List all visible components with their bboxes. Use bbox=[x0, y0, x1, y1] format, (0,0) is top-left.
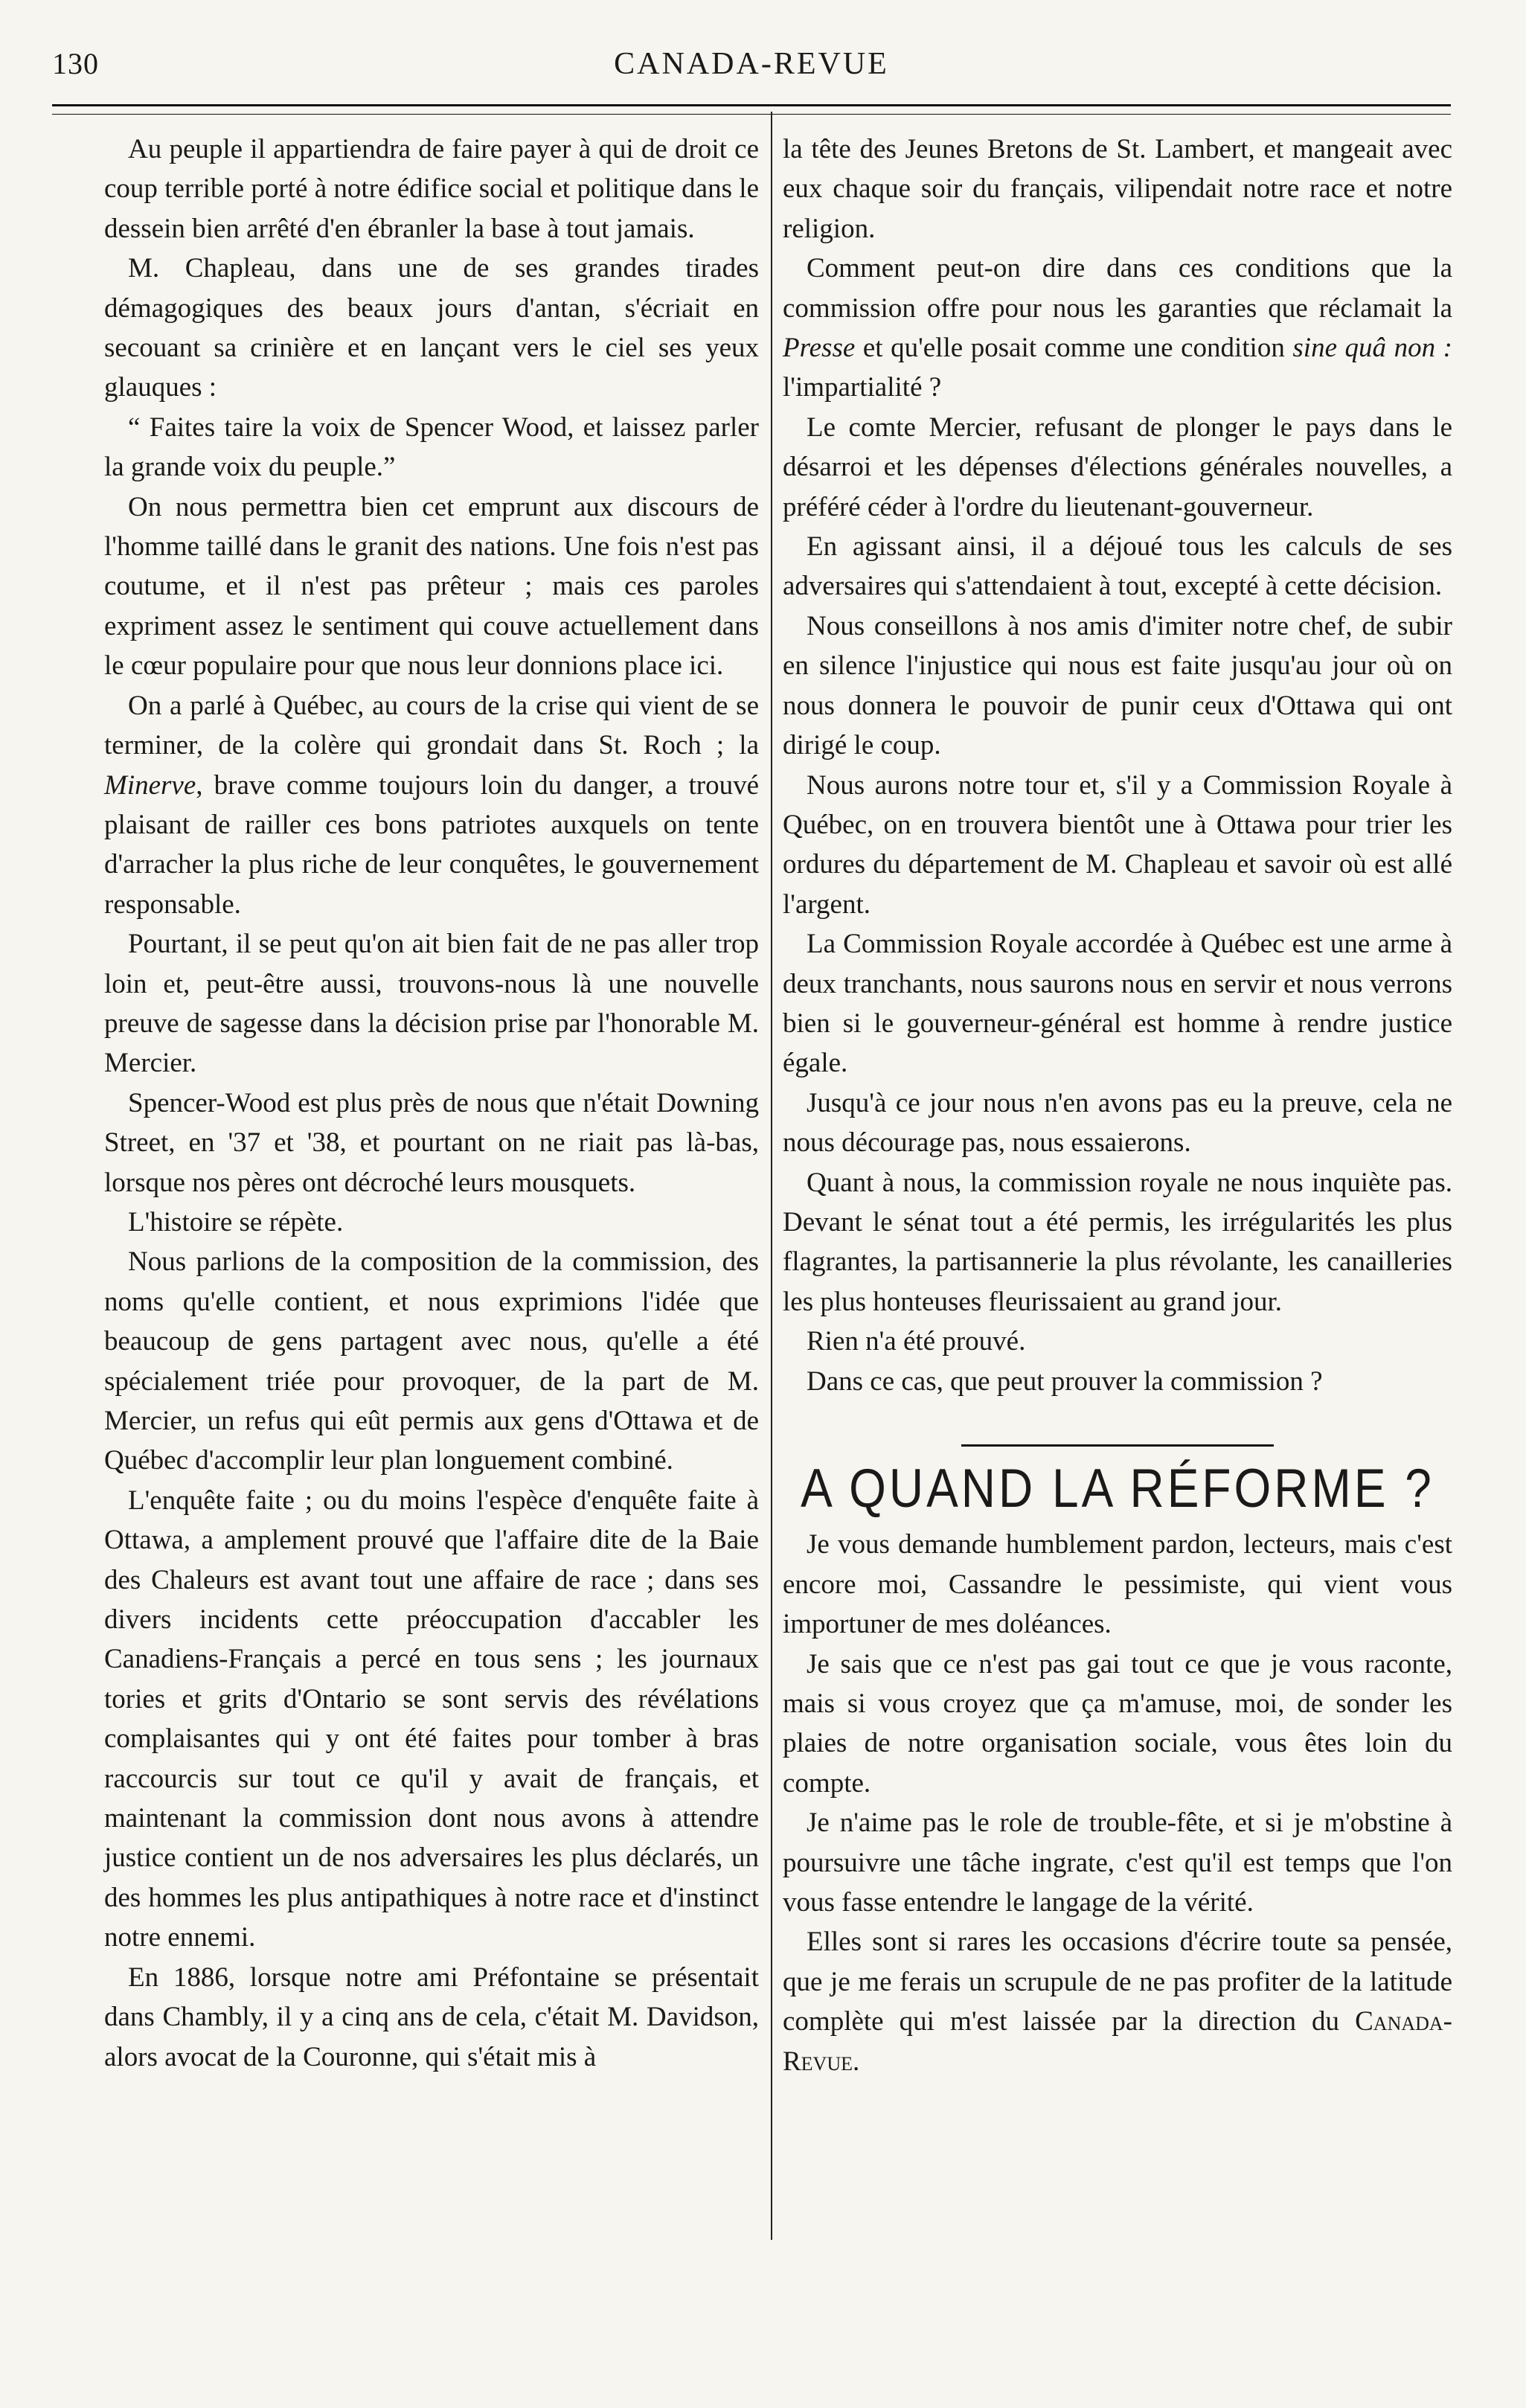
page-header bbox=[52, 46, 1451, 98]
paragraph bbox=[783, 249, 1452, 408]
right-column bbox=[783, 129, 1452, 2081]
paragraph: Nous conseillons à nos amis d'imiter notre chef, de subir en silence l'injustice qui nous est faite jusqu'au jour où on nous donnera le pouvoir de punir ceux d'Ottawa qui ont dirigé le coup. bbox=[783, 610, 1452, 761]
paragraph: Jusqu'à ce jour nous n'en avons pas eu la preuve, cela ne nous décourage pas, nous essaierons. bbox=[783, 1087, 1452, 1159]
column-divider bbox=[771, 112, 772, 2240]
paragraph: La Commission Royale accordée à Québec est une arme à deux tranchants, nous saurons nous en servir et nous verrons bien si le gouverneur-général est homme à rendre justice égale. bbox=[783, 929, 1452, 1079]
left-column bbox=[104, 129, 759, 2077]
paragraph: Je sais que ce n'est pas gai tout ce que je vous raconte, mais si vous croyez que ça m'amuse, moi, de sonder les plaies de notre organisation sociale, vous êtes loin du compte. bbox=[783, 1648, 1452, 1799]
paragraph bbox=[783, 1922, 1452, 2081]
latin-phrase: sine quâ non : bbox=[1292, 333, 1452, 364]
text-run: l'impartialité ? bbox=[783, 372, 942, 403]
text-run: et qu'elle posait comme une condition bbox=[855, 333, 1293, 364]
paragraph: Spencer-Wood est plus près de nous que n'était Downing Street, en '37 et '38, et pourtant on ne riait pas là-bas, lorsque nos pères ont décroché leurs mousquets. bbox=[104, 1087, 759, 1198]
paragraph: la tête des Jeunes Bretons de St. Lambert, et mangeait avec eux chaque soir du français, vilipendait notre race et notre religion. bbox=[783, 134, 1452, 244]
paragraph: M. Chapleau, dans une de ses grandes tirades démagogiques des beaux jours d'antan, s'écriait en secouant sa crinière et en lançant vers le ciel ses yeux glauques : bbox=[104, 253, 759, 403]
paragraph: Je n'aime pas le role de trouble-fête, et si je m'obstine à poursuivre une tâche ingrate, c'est qu'il est temps que l'on vous fasse entendre le langage de la vérité. bbox=[783, 1807, 1452, 1918]
paragraph: Nous aurons notre tour et, s'il y a Commission Royale à Québec, on en trouvera bientôt une à Ottawa pour trier les ordures du département de M. Chapleau et savoir où est allé l'argent. bbox=[783, 769, 1452, 920]
paragraph: L'histoire se répète. bbox=[128, 1206, 344, 1237]
paragraph: Nous parlions de la composition de la commission, des noms qu'elle contient, et nous exprimions l'idée que beaucoup de gens partagent avec nous, qu'elle a été spécialement triée pour provoquer, de la part de M. Mercier, un refus qui eût permis aux gens d'Ottawa et de Québec d'accomplir leur plan longuement combiné. bbox=[104, 1246, 759, 1476]
text-run: Comment peut-on dire dans ces conditions que la commission offre pour nous les garanties que réclamait la bbox=[783, 253, 1452, 324]
paragraph: Rien n'a été prouvé. bbox=[807, 1326, 1026, 1357]
text-run: , brave comme toujours loin du danger, a trouvé plaisant de railler ces bons patriotes auxquels on tente d'arracher la plus riche de leur conquêtes, le gouvernement responsable. bbox=[104, 769, 759, 920]
quote-paragraph: “ Faites taire la voix de Spencer Wood, et laissez parler la grande voix du peuple.” bbox=[104, 412, 759, 483]
page-number: 130 bbox=[52, 47, 99, 80]
paragraph: Pourtant, il se peut qu'on ait bien fait de ne pas aller trop loin et, peut-être aussi, trouvons-nous là une nouvelle preuve de sagesse dans la décision prise par l'honorable M. Mercier. bbox=[104, 929, 759, 1079]
paragraph bbox=[104, 686, 759, 924]
section-rule bbox=[961, 1444, 1274, 1447]
paragraph: En 1886, lorsque notre ami Préfontaine se présentait dans Chambly, il y a cinq ans de cela, c'était M. Davidson, alors avocat de la Couronne, qui s'était mis à bbox=[104, 1962, 759, 2072]
header-rule bbox=[52, 104, 1451, 115]
running-title: CANADA-REVUE bbox=[614, 47, 889, 81]
text-run: . bbox=[853, 2046, 860, 2077]
section-title: A QUAND LA RÉFORME ? bbox=[801, 1457, 1434, 1520]
paragraph: On nous permettra bien cet emprunt aux discours de l'homme taillé dans le granit des nations. Une fois n'est pas coutume, et il n'est pas prêteur ; mais ces paroles expriment assez le sentiment qui couve actuellement dans le cœur populaire pour que nous leur donnions place ici. bbox=[104, 491, 759, 682]
paragraph: Dans ce cas, que peut prouver la commission ? bbox=[807, 1365, 1323, 1397]
presse-title: Presse bbox=[783, 333, 856, 364]
text-run: On a parlé à Québec, au cours de la crise qui vient de se terminer, de la colère qui grondait dans St. Roch ; la bbox=[104, 690, 759, 761]
paragraph: Quant à nous, la commission royale ne nous inquiète pas. Devant le sénat tout a été permis, les irrégularités les plus flagrantes, la partisannerie la plus révolante, les canailleries les plus honteuses fleurissaient au grand jour. bbox=[783, 1167, 1452, 1317]
minerve-title: Minerve bbox=[104, 769, 196, 801]
paragraph: Au peuple il appartiendra de faire payer à qui de droit ce coup terrible porté à notre édifice social et politique dans le dessein bien arrêté d'en ébranler la base à tout jamais. bbox=[104, 134, 759, 244]
paragraph: En agissant ainsi, il a déjoué tous les calculs de ses adversaires qui s'attendaient à tout, excepté à cette décision. bbox=[783, 531, 1452, 602]
paragraph: L'enquête faite ; ou du moins l'espèce d'enquête faite à Ottawa, a amplement prouvé que l'affaire dite de la Baie des Chaleurs est avant tout une affaire de race ; dans ses divers incidents cette préoccupation d'accabler les Canadiens-Français a percé en tous sens ; les journaux tories et grits d'Ontario se sont servis des révélations complaisantes qui y ont été faites pour tomber à bras raccourcis sur tout ce qu'il y avait de français, et maintenant la commission dont nous avons à attendre justice contient un de nos adversaires les plus déclarés, un des hommes les plus antipathiques à notre race et d'instinct notre ennemi. bbox=[104, 1485, 759, 1953]
text-run: Elles sont si rares les occasions d'écrire toute sa pensée, que je me ferais un scrupule de ne pas profiter de la latitude complète qui m'est laissée par la direction du bbox=[783, 1927, 1452, 2037]
paragraph: Le comte Mercier, refusant de plonger le pays dans le désarroi et les dépenses d'élections générales nouvelles, a préféré céder à l'ordre du lieutenant-gouverneur. bbox=[783, 412, 1452, 522]
publication-name: Canada-Revue bbox=[783, 2006, 1452, 2077]
paragraph: Je vous demande humblement pardon, lecteurs, mais c'est encore moi, Cassandre le pessimiste, qui vient vous importuner de mes doléances. bbox=[783, 1529, 1452, 1640]
